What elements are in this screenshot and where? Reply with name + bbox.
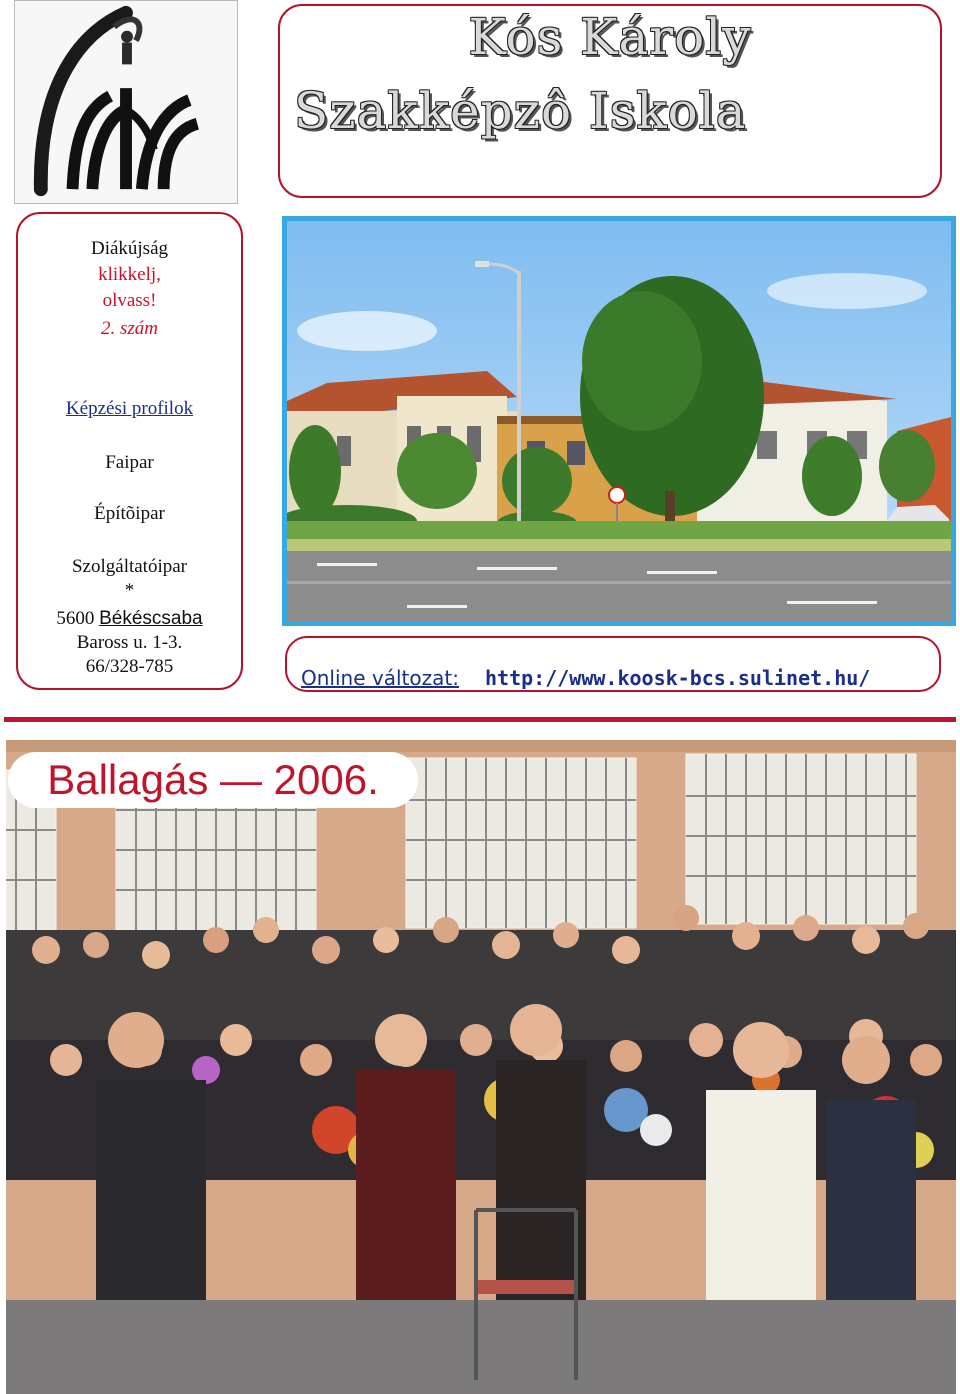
separator-star: *: [124, 580, 135, 601]
online-version-label[interactable]: Online változat:: [301, 666, 459, 690]
school-name: Kós Károly: [468, 8, 752, 66]
postcode: 5600: [56, 608, 95, 629]
profile-szolgaltatoipar: Szolgáltatóipar: [71, 556, 188, 577]
school-title-box: [278, 4, 942, 198]
issue-number: 2. szám: [100, 318, 158, 339]
building-photo-illustration: [287, 221, 951, 621]
school-building-photo: [282, 216, 956, 626]
profile-epitoipar: Építõipar: [94, 503, 165, 524]
school-type: Szakképzô Iskola: [294, 82, 747, 140]
address-city-line: [18, 608, 241, 630]
street-address: Baross u. 1-3.: [76, 632, 183, 653]
paper-type: Diákújság: [90, 238, 169, 259]
graduation-photo: [6, 740, 956, 1394]
school-logo: [14, 0, 238, 204]
slogan-line-1: klikkelj,: [98, 264, 161, 285]
graduation-caption: Ballagás — 2006.: [8, 752, 418, 808]
side-info-box: [16, 212, 243, 690]
section-divider: [4, 717, 956, 722]
phone-number: 66/328-785: [85, 656, 174, 677]
profile-faipar: Faipar: [105, 452, 154, 473]
logo-emblem-icon: [15, 1, 237, 203]
profiles-heading-link[interactable]: Képzési profilok: [65, 398, 194, 419]
graduation-crowd-illustration: [6, 740, 956, 1394]
online-version-bar: [285, 636, 941, 692]
online-version-url[interactable]: http://www.koosk-bcs.sulinet.hu/: [485, 666, 871, 690]
city-link[interactable]: Békéscsaba: [99, 608, 203, 629]
slogan-line-2: olvass!: [102, 290, 157, 311]
